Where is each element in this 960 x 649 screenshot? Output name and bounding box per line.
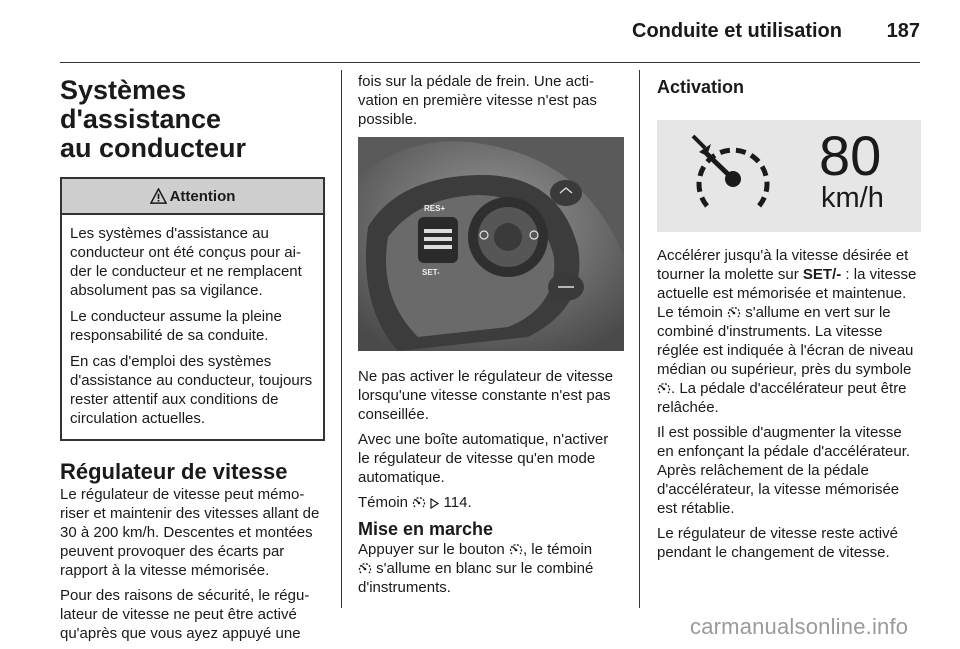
- column-2: [358, 72, 624, 603]
- set-minus-label: SET/-: [802, 266, 842, 283]
- res-plus-label: RES+: [424, 204, 446, 213]
- column-divider-2: [639, 70, 640, 608]
- warning-paragraph: Le conducteur assume la pleine responsabilité de sa conduite.: [70, 308, 282, 344]
- steering-wheel-photo: [358, 137, 624, 351]
- subsection-title: Mise en marche: [358, 519, 494, 539]
- cruise-control-icon: [685, 134, 781, 214]
- section-title: Systèmes d'assistance au conducteur: [60, 75, 247, 163]
- paragraph: fois sur la pédale de frein. Une activation en première vitesse n'est pas possible.: [358, 73, 597, 128]
- column-1: [60, 72, 325, 649]
- subsection-title: Régulateur de vitesse: [60, 459, 288, 484]
- header-divider: [60, 62, 920, 63]
- set-speed-value: 80: [819, 124, 882, 187]
- subsection-title: Activation: [657, 77, 745, 97]
- paragraph: Le régulateur de vitesse peut mémoriser et maintenir des vitesses allant de 30 à 200 km/h. Descentes et montées peuvent provoquer des écarts par rapport à la vitesse mémorisée.: [60, 486, 320, 579]
- paragraph: Il est possible d'augmenter la vitesse en enfonçant la pédale d'accélérateur. Après relâchement de la pédale d'accélérateur, la vitesse mémorisée est rétablie.: [657, 424, 911, 517]
- warning-box: [60, 177, 325, 441]
- warning-title: Attention: [169, 187, 236, 205]
- page-header: [0, 18, 960, 48]
- warning-icon: [150, 188, 167, 205]
- page-number: 187: [886, 20, 920, 42]
- cruise-control-icon: [727, 306, 741, 319]
- cross-reference: Témoin 114.: [358, 494, 472, 511]
- paragraph: Ne pas activer le régulateur de vitesse lorsqu'une vitesse constante n'est pas conseillée.: [358, 368, 614, 423]
- paragraph: Appuyer sur le bouton , le témoin s'allume en blanc sur le combiné d'instruments.: [358, 541, 594, 596]
- cluster-display: [657, 120, 921, 232]
- column-divider-1: [341, 70, 342, 608]
- paragraph: Accélérer jusqu'à la vitesse désirée et tourner la molette sur SET/- : la vitesse actuelle est mémorisée et maintenue. Le témoin s'allume en vert sur le combiné d'instruments. La vitesse réglée est indiquée à l'écran de niveau médian ou supérieur, près du symbole . La pédale d'accélérateur peut être relâchée.: [657, 247, 917, 416]
- warning-paragraph: En cas d'emploi des systèmes d'assistance au conducteur, toujours rester attentif aux conditions de circulation actuelles.: [70, 353, 313, 427]
- paragraph: Pour des raisons de sécurité, le régulateur de vitesse ne peut être activé qu'après que vous ayez appuyé une: [60, 587, 310, 642]
- page-reference-icon: [430, 498, 439, 509]
- paragraph: Avec une boîte automatique, n'activer le régulateur de vitesse qu'en mode automatique.: [358, 431, 609, 486]
- cruise-control-icon: [657, 382, 671, 395]
- warning-body: [62, 215, 323, 439]
- cruise-control-icon: [412, 496, 426, 509]
- watermark: carmanualsonline.info: [690, 614, 909, 639]
- cruise-control-icon: [509, 543, 523, 556]
- warning-header: [62, 179, 323, 215]
- speed-unit: km/h: [821, 182, 884, 214]
- cruise-control-icon: [358, 562, 372, 575]
- paragraph: Le régulateur de vitesse reste activé pendant le changement de vitesse.: [657, 525, 898, 561]
- chapter-title: Conduite et utilisation: [632, 20, 842, 42]
- steering-wheel-controls-image: [358, 137, 624, 351]
- set-minus-label: SET-: [422, 268, 440, 277]
- column-3: [657, 72, 921, 568]
- warning-paragraph: Les systèmes d'assistance au conducteur ont été conçus pour aider le conducteur et ne remplacent absolument pas sa vigilance.: [70, 225, 302, 299]
